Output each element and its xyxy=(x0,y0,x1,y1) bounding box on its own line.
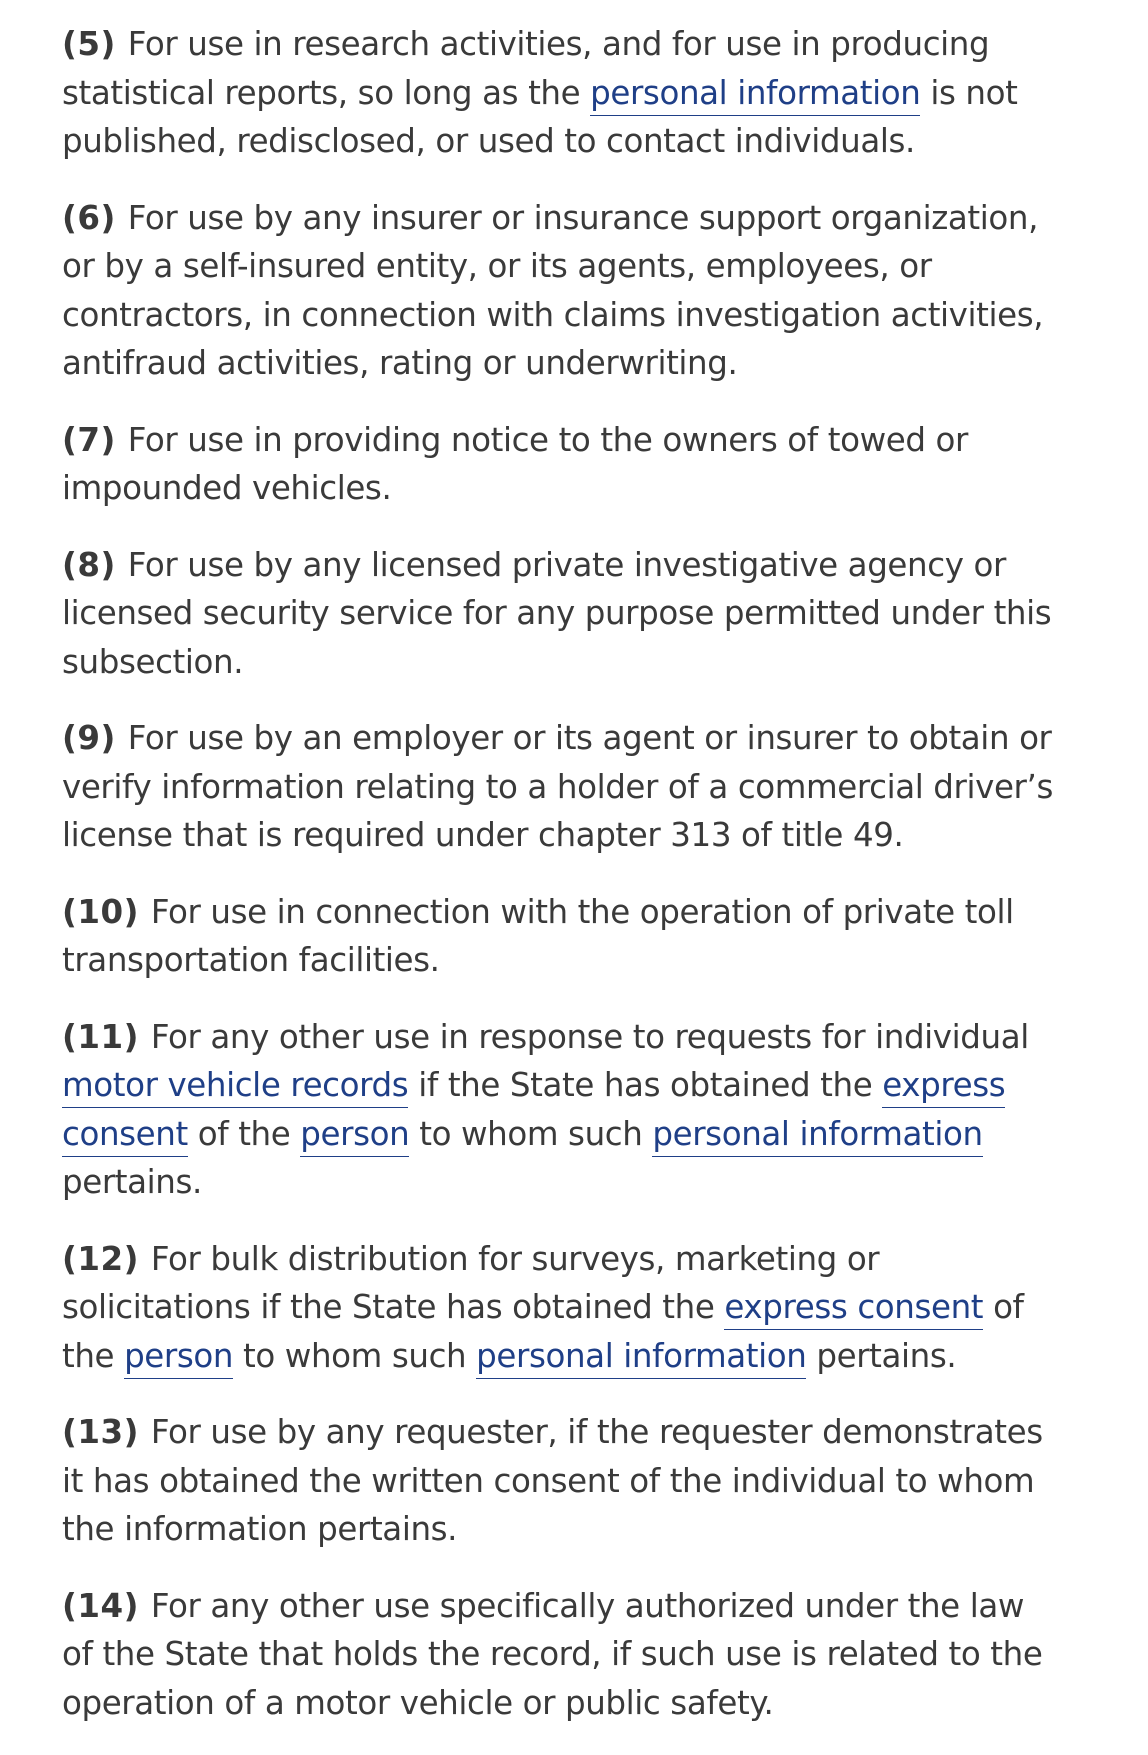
paragraph-12 xyxy=(62,1235,1062,1381)
definition-link-motor-vehicle-records[interactable]: motor vehicle records xyxy=(62,1066,408,1108)
paragraph-text: of the xyxy=(62,1288,1024,1375)
paragraph-9 xyxy=(62,714,1062,860)
paragraph-text: For use in research activities, and for use in producing statistical reports, so long as the xyxy=(62,25,990,112)
paragraph-text: For use in connection with the operation of private toll transportation facilities. xyxy=(62,892,1014,979)
definition-link-person[interactable]: person xyxy=(124,1337,233,1379)
paragraph-text: pertains. xyxy=(806,1336,957,1375)
definition-link-personal-information[interactable]: personal information xyxy=(476,1337,806,1379)
paragraph-text: to whom such xyxy=(409,1114,653,1153)
definition-link-person[interactable]: person xyxy=(300,1115,409,1157)
paragraph-number: (12) xyxy=(62,1239,139,1278)
paragraph-text: For use by an employer or its agent or insurer to obtain or verify information relating to a holder of a commercial driver’s license that is required under chapter 313 of title 49. xyxy=(62,719,1053,854)
paragraph-text: For any other use in response to requests for individual xyxy=(140,1017,1029,1056)
definition-link-personal-information[interactable]: personal information xyxy=(590,74,920,116)
definition-link-personal-information[interactable]: personal information xyxy=(652,1115,982,1157)
paragraph-text: For bulk distribution for surveys, marketing or solicitations if the State has obtained the xyxy=(62,1239,880,1326)
paragraph-text: pertains. xyxy=(62,1163,202,1201)
paragraph-number: (7) xyxy=(62,420,116,459)
paragraph-7 xyxy=(62,416,1062,513)
definition-link-express-consent[interactable]: express consent xyxy=(62,1066,1005,1157)
paragraph-number: (9) xyxy=(62,719,116,757)
paragraph-number: (11) xyxy=(62,1017,139,1056)
paragraph-14 xyxy=(62,1582,1062,1728)
paragraph-text: is not published, redisclosed, or used to contact individuals. xyxy=(62,73,1018,160)
paragraph-number: (8) xyxy=(62,545,116,584)
paragraph-text: For use by any requester, if the requester demonstrates it has obtained the written consent of the individual to whom the information pertains. xyxy=(62,1413,1043,1548)
paragraph-number: (13) xyxy=(62,1413,139,1451)
paragraph-text: For use by any insurer or insurance support organization, or by a self-insured entity, or its agents, employees, or contractors, in connection with claims investigation activities, antifraud activities, rating or underwriting. xyxy=(62,198,1044,382)
paragraph-5 xyxy=(62,20,1062,166)
paragraph-number: (10) xyxy=(62,892,139,931)
paragraph-13 xyxy=(62,1408,1062,1554)
paragraph-6 xyxy=(62,194,1062,388)
paragraph-text: For any other use specifically authorized under the law of the State that holds the record, if such use is related to the operation of a motor vehicle or public safety. xyxy=(62,1586,1043,1722)
paragraph-text: to whom such xyxy=(233,1336,477,1375)
paragraph-text: if the State has obtained the xyxy=(408,1066,883,1104)
definition-link-express-consent[interactable]: express consent xyxy=(724,1288,983,1330)
paragraph-text: of the xyxy=(187,1114,301,1153)
paragraph-text: For use by any licensed private investigative agency or licensed security service for any purpose permitted under this subsection. xyxy=(62,545,1052,681)
paragraph-10 xyxy=(62,888,1062,985)
paragraph-11 xyxy=(62,1013,1062,1207)
paragraph-text: For use in providing notice to the owners of towed or impounded vehicles. xyxy=(62,420,968,507)
paragraph-8 xyxy=(62,541,1062,687)
paragraph-number: (6) xyxy=(62,198,116,237)
statute-content xyxy=(62,20,1062,1755)
paragraph-number: (14) xyxy=(62,1586,139,1625)
paragraph-number: (5) xyxy=(62,25,116,63)
